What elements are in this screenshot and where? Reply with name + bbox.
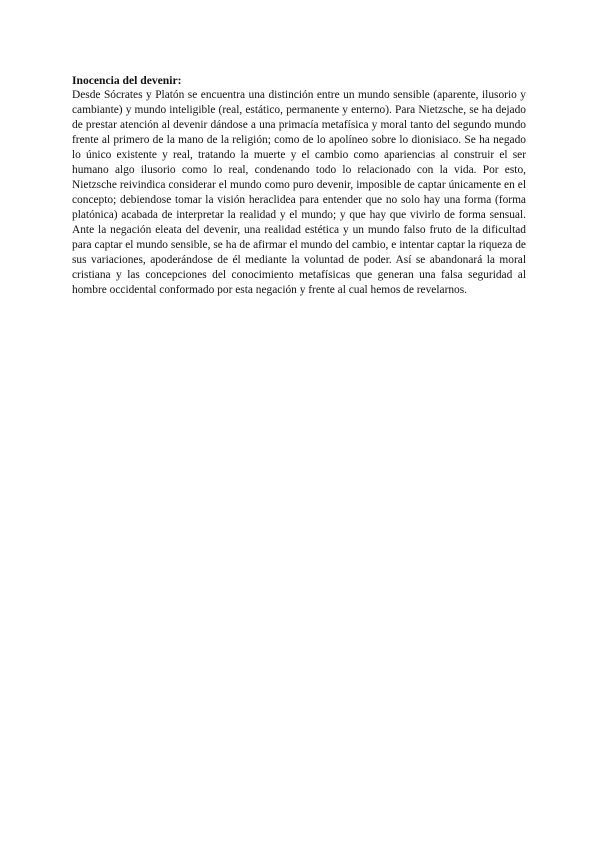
section-heading: Inocencia del devenir: xyxy=(72,74,182,87)
text-block xyxy=(72,73,526,298)
body-paragraph: Desde Sócrates y Platón se encuentra una distinción entre un mundo sensible (aparente, ilusorio y cambiante) y mundo inteligible (real, estático, permanente y enterno). Para Nietzsche, se ha dejado de prestar atención al devenir dándose a una primacía metafísica y moral tanto del segundo mundo frente al primero de la mano de la religión; como de lo apolíneo sobre lo dionisiaco. Se ha negado lo único existente y real, tratando la muerte y el cambio como apariencias al construir el ser humano algo ilusorio como lo real, condenando todo lo relacionado con la vida. Por esto, Nietzsche reivindica considerar el mundo como puro devenir, imposible de captar únicamente en el concepto; debiendose tomar la visión heraclidea para entender que no solo hay una forma (forma platónica) acabada de interpretar la realidad y el mundo; y que hay que vivirlo de forma sensual. Ante la negación eleata del devenir, una realidad estética y un mundo falso fruto de la dificultad para captar el mundo sensible, se ha de afirmar el mundo del cambio, e intentar captar la riqueza de sus variaciones, apoderándose de él mediante la voluntad de poder. Así se abandonará la moral cristiana y las concepciones del conocimiento metafísicas que generan una falsa seguridad al hombre occidental conformado por esta negación y frente al cual hemos de revelarnos. xyxy=(72,89,526,296)
